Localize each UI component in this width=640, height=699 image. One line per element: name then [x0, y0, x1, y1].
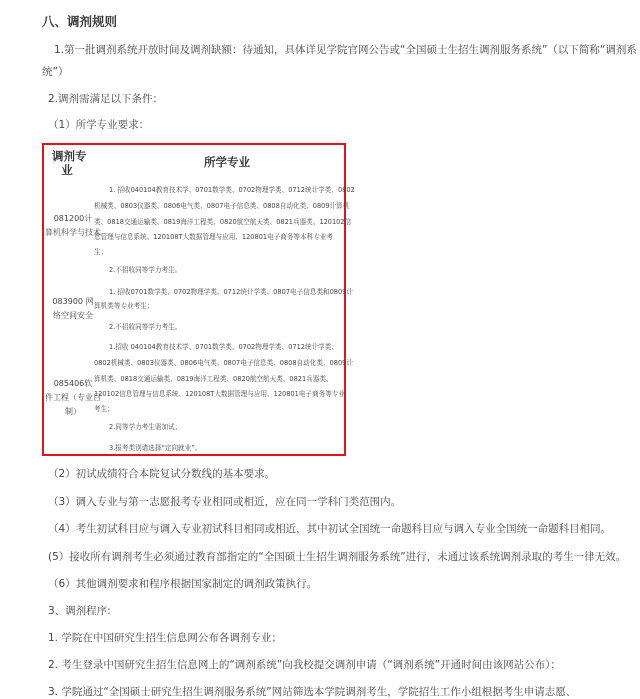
sub5-text: (5）接收所有调剂考生必须通过教育部指定的“全国硕士生招生调剂服务系统”进行，未通过该系统调剂录取的考生一律无效。 — [48, 551, 627, 563]
table-row-major: 081200计 算机科学与技术 — [45, 214, 101, 237]
table-row-requirement: 生； — [94, 248, 108, 256]
sub1-text: （1）所学专业要求： — [48, 119, 150, 131]
item1-text-line1: 1.第一批调剂系统开放时间及调剂缺额：待通知，具体详见学院官网公告或“全国硕士生招生调剂服务系统”（以下简称“调剂系 — [54, 44, 637, 56]
sub3-text: （3）调入专业与第一志愿报考专业相同或相近，应在同一学科门类范围内。 — [48, 496, 402, 508]
header-major: 调剂专 业 — [52, 149, 87, 177]
table-row-requirement: 120102信息管理与信息系统、120108T大数据管理与应用、120801电子商务等专业 — [94, 390, 345, 398]
table-row-requirement: 2.不招收同等学力考生。 — [109, 323, 182, 331]
step3-text: 3. 学院通过“全国硕士研究生招生调剂服务系统”网站筛选本学院调剂考生，学院招生工作小组根据考生申请志愿、 — [48, 686, 577, 698]
major-requirements-table — [42, 143, 355, 456]
item1-text-line2: 统”） — [42, 66, 69, 78]
table-row-requirement: 1. 招收040104教育技术学、0701数学类、0702物理学类、0712统计学类、0802 — [109, 186, 355, 194]
table-row-requirement: 2.同等学力考生需加试； — [109, 423, 182, 431]
table-row-major: 083900 网 络空间安全 — [52, 297, 94, 320]
table-row-requirement: 1.招收 040104教育技术学、0701数学类、0702物理学类、0712统计学类、 — [109, 343, 338, 351]
table-row-requirement: 考生； — [94, 405, 114, 413]
table-row-requirement: 算机类等专业考生； — [94, 302, 154, 310]
item2-text: 2.调剂需满足以下条件： — [48, 93, 164, 105]
item3-text: 3、调剂程序: — [48, 605, 111, 617]
table-row-major: 085406软 件工程（专业目 制） — [45, 379, 101, 416]
table-row-requirement: 2.不招收同等学力考生。 — [109, 266, 182, 274]
header-required-major: 所学专业 — [204, 155, 250, 169]
step2-text: 2. 考生登录中国研究生招生信息网上的“调剂系统”向我校提交调剂申请（“调剂系统”开通时间由该网站公布）； — [48, 659, 561, 671]
table-row-requirement: 1. 招收0701数学类、0702物理学类、0712统计学类、0807电子信息类和0809计 — [109, 288, 353, 296]
sub4-text: （4）考生初试科目应与调入专业初试科目相同或相近，其中初试全国统一命题科目应与调入专业全国统一命题科目相同。 — [48, 523, 612, 535]
section-title: 八、调剂规则 — [42, 14, 118, 29]
step1-text: 1. 学院在中国研究生招生信息网公布各调剂专业； — [48, 632, 282, 644]
table-row-requirement: 息管理与信息系统、120108T大数据管理与应用、120801电子商务等本科专业考 — [94, 233, 333, 241]
table-row-requirement: 0802机械类、0803仪器类、0806电气类、0807电子信息类、0808自动化类、0809计 — [94, 359, 353, 367]
table-row-requirement: 类、0818交通运输类、0819海洋工程类、0820航空航天类、0821兵器类、120102信 — [94, 218, 352, 226]
sub6-text: （6）其他调剂要求和程序根据国家制定的调剂政策执行。 — [48, 578, 318, 590]
sub2-text: （2）初试成绩符合本院复试分数线的基本要求。 — [48, 468, 276, 480]
table-row-requirement: 3.报考类别请选择“定向就业”。 — [109, 444, 202, 452]
table-row-requirement: 算机类、0818交通运输类、0819海洋工程类、0820航空航天类、0821兵器类、 — [94, 375, 333, 383]
table-row-requirement: 机械类、0803仪器类、0806电气类、0807电子信息类、0808自动化类、0809计算机 — [94, 202, 350, 210]
